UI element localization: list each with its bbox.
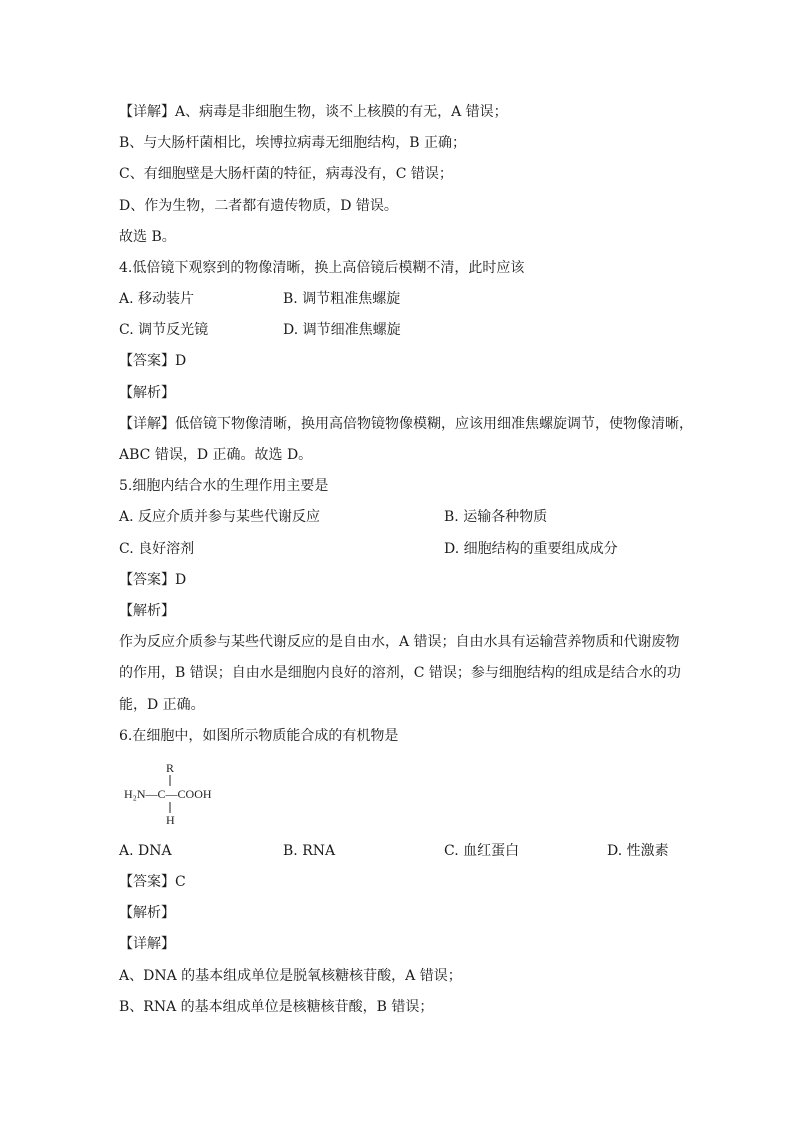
q5-option-b: B. 运输各种物质	[444, 509, 548, 525]
text-line: D、作为生物，二者都有遗传物质，D 错误。	[119, 198, 398, 214]
q6-detail-line: A、DNA 的基本组成单位是脱氧核糖核苷酸，A 错误；	[119, 968, 462, 984]
q4-option-c: C. 调节反光镜	[119, 322, 209, 338]
text-line: B、与大肠杆菌相比，埃博拉病毒无细胞结构，B 正确；	[119, 135, 467, 151]
text-line: 【详解】A、病毒是非细胞生物，谈不上核膜的有无，A 错误；	[119, 104, 508, 120]
q4-detail: 【详解】低倍镜下物像清晰，换用高倍物镜物像模糊，应该用细准焦螺旋调节，使物像清晰，	[119, 416, 693, 432]
q6-option-d: D. 性激素	[607, 843, 669, 859]
q5-explanation: 能，D 正确。	[119, 697, 205, 713]
q6-analysis-label: 【解析】	[119, 905, 175, 921]
q5-option-c: C. 良好溶剂	[119, 541, 195, 557]
formula-main-chain: H₂N—C—COOH	[124, 787, 212, 801]
q4-option-a: A. 移动装片	[119, 291, 195, 307]
q4-option-b: B. 调节粗准焦螺旋	[283, 291, 401, 307]
text-line: 故选 B。	[119, 229, 176, 245]
q5-explanation: 的作用，B 错误；自由水是细胞内良好的溶剂，C 错误；参与细胞结构的组成是结合水的功	[119, 665, 681, 681]
text-line: C、有细胞壁是大肠杆菌的特征，病毒没有，C 错误；	[119, 166, 453, 182]
q4-option-d: D. 调节细准焦螺旋	[283, 322, 401, 338]
q5-explanation: 作为反应介质参与某些代谢反应的是自由水，A 错误；自由水具有运输营养物质和代谢废物	[119, 634, 680, 650]
q4-detail-cont: ABC 错误，D 正确。故选 D。	[119, 447, 313, 463]
q5-analysis-label: 【解析】	[119, 603, 175, 619]
q4-analysis-label: 【解析】	[119, 385, 175, 401]
q5-option-d: D. 细胞结构的重要组成成分	[444, 541, 618, 557]
formula-r-group: R	[166, 761, 175, 775]
q6-detail-line: B、RNA 的基本组成单位是核糖核苷酸，B 错误；	[119, 999, 434, 1015]
question-4-stem: 4.低倍镜下观察到的物像清晰，换上高倍镜后模糊不清，此时应该	[119, 260, 525, 276]
q6-detail-label: 【详解】	[119, 936, 175, 952]
q5-answer: 【答案】D	[119, 572, 187, 588]
q5-option-a: A. 反应介质并参与某些代谢反应	[119, 509, 321, 525]
q4-answer: 【答案】D	[119, 353, 187, 369]
question-5-stem: 5.细胞内结合水的生理作用主要是	[119, 478, 329, 494]
question-6-stem: 6.在细胞中，如图所示物质能合成的有机物是	[119, 728, 399, 744]
formula-h-atom: H	[166, 813, 175, 827]
q6-option-c: C. 血红蛋白	[444, 843, 520, 859]
q6-answer: 【答案】C	[119, 874, 186, 890]
q6-option-b: B. RNA	[283, 843, 336, 859]
amino-acid-structure-figure	[119, 758, 239, 828]
q6-option-a: A. DNA	[119, 843, 172, 859]
